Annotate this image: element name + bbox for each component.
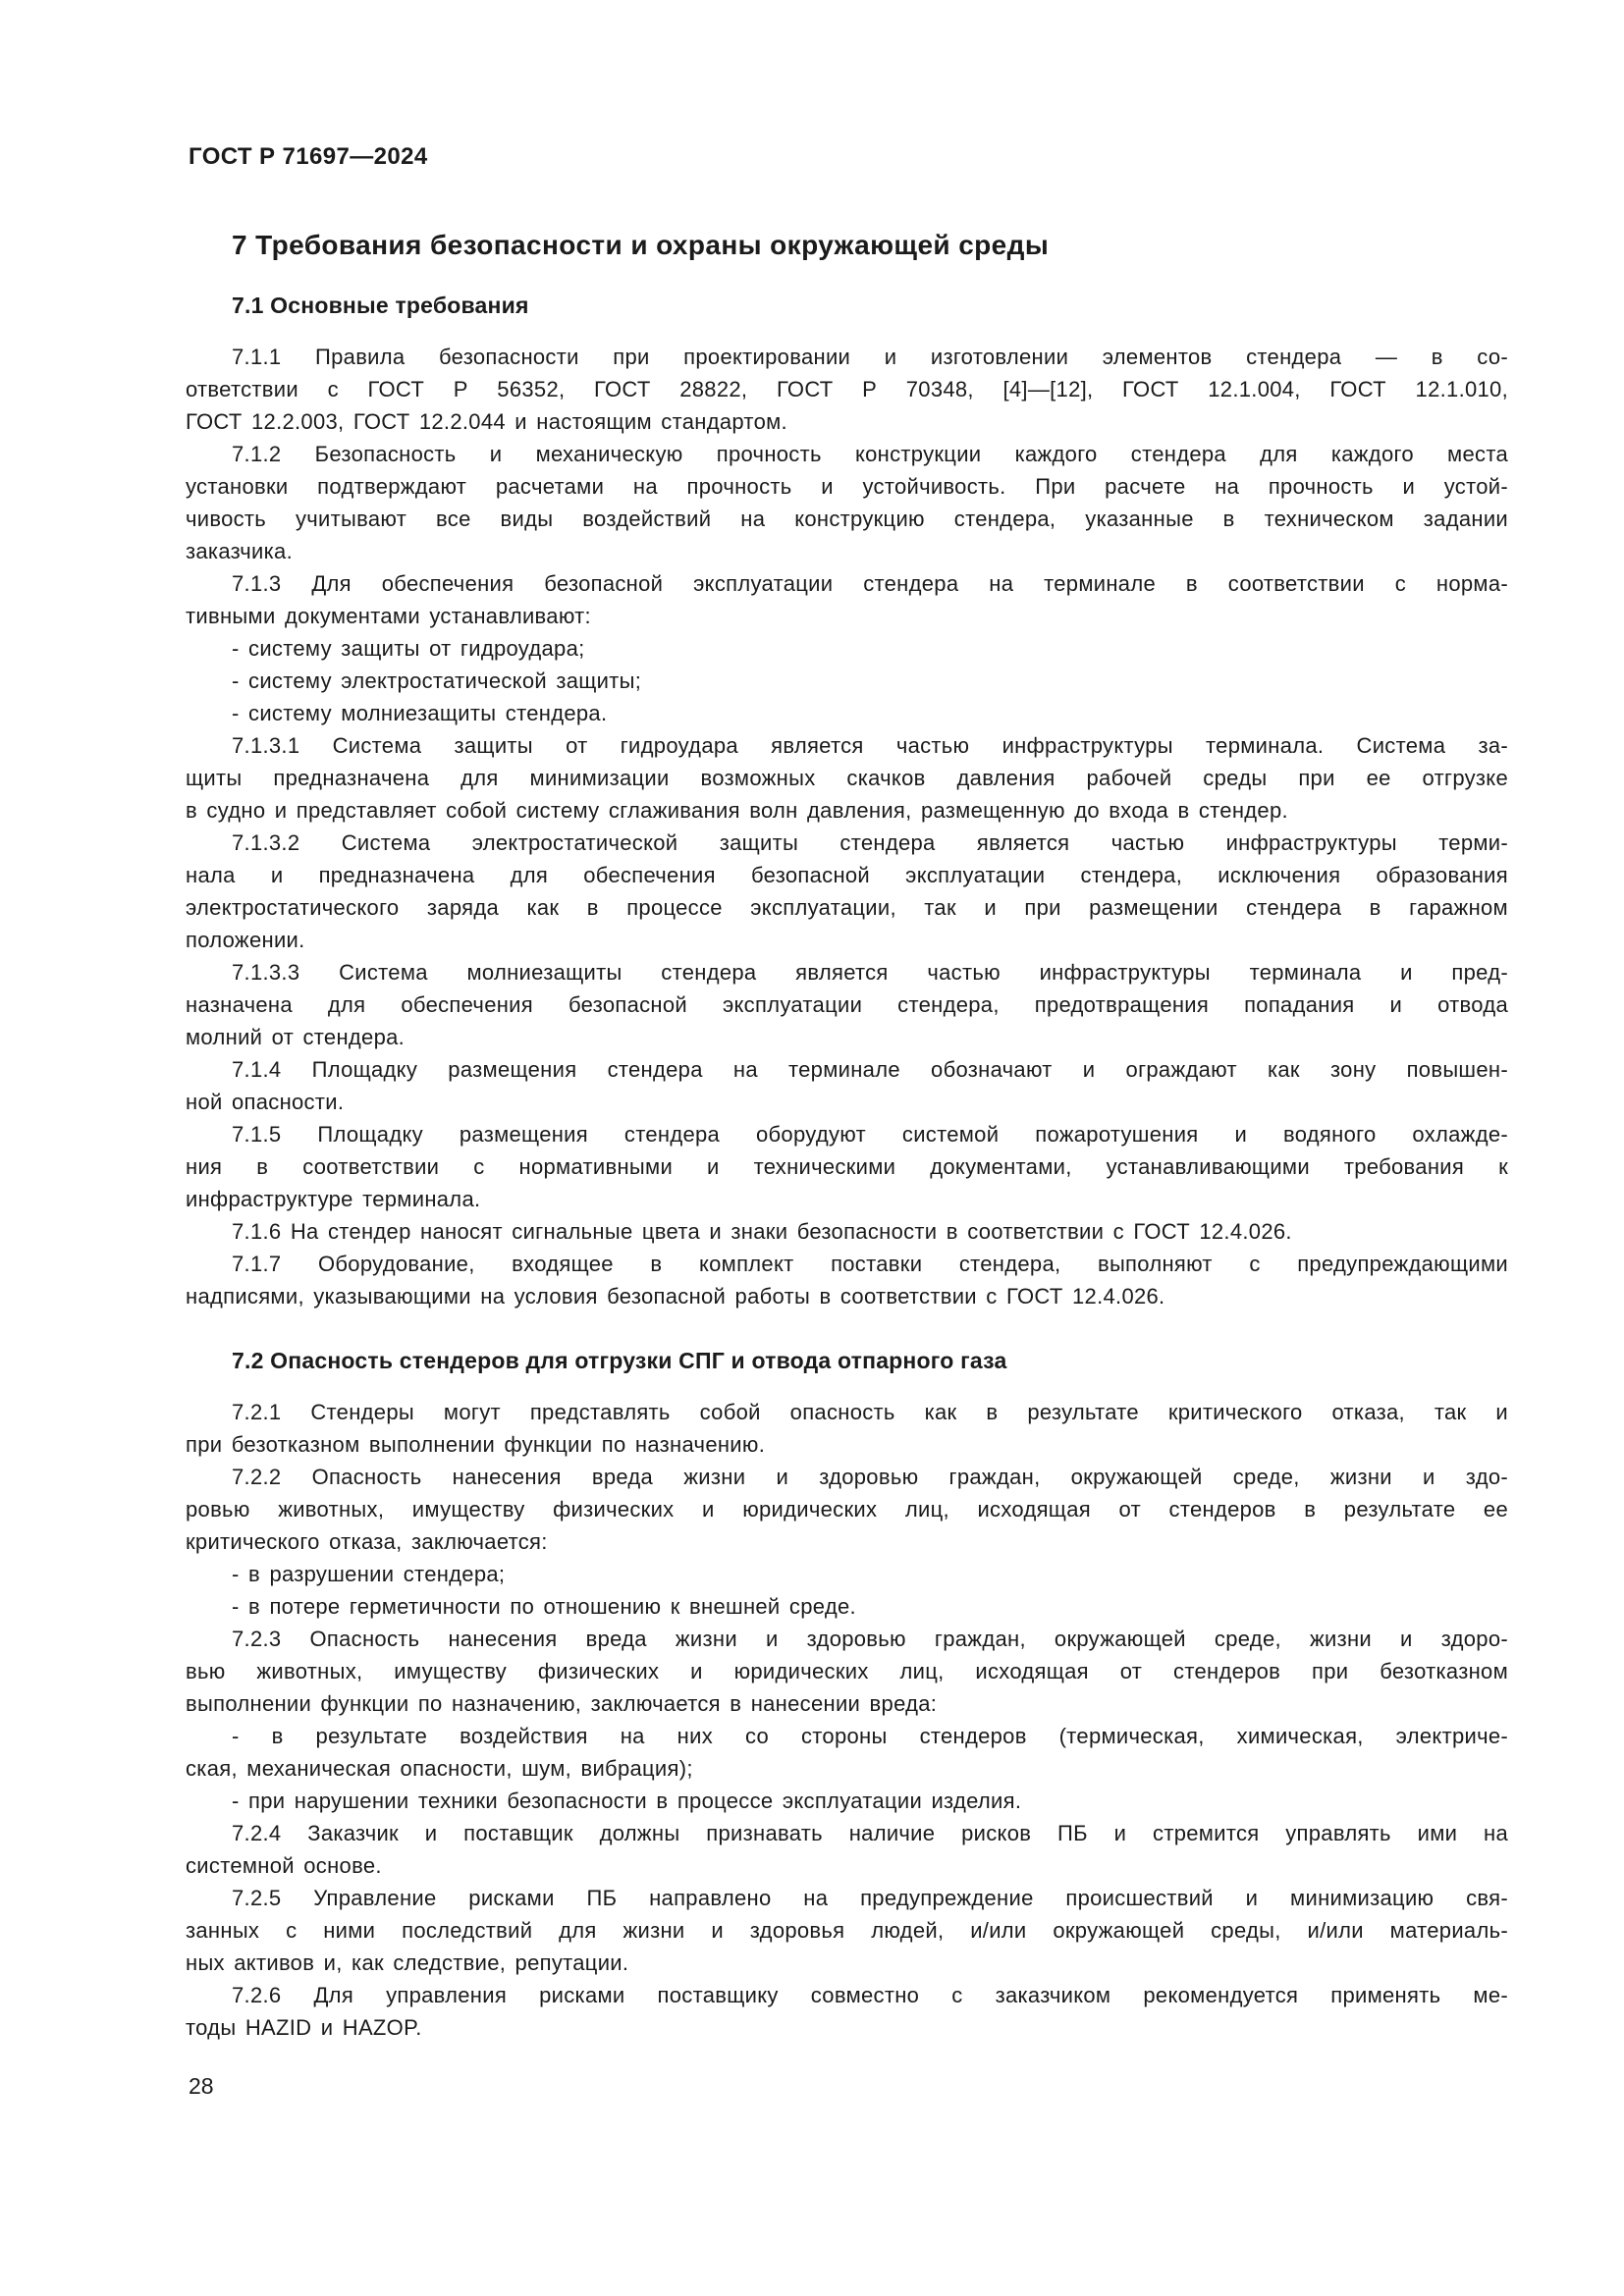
paragraph [186,1396,1508,1461]
text-line: 7.1.5 Площадку размещения стендера оборудуют системой пожаротушения и водяного охлажде- [232,1122,1508,1147]
list-item [186,665,1508,697]
list-item [186,632,1508,665]
text-line: 7.2.3 Опасность нанесения вреда жизни и здоровью граждан, окружающей среде, жизни и здоро- [232,1627,1508,1651]
text-line: 7.1.3.1 Система защиты от гидроудара является частью инфраструктуры терминала. Система за- [232,733,1508,758]
paragraph [186,438,1508,567]
paragraph [186,1979,1508,2044]
list-item [186,1590,1508,1623]
text-line: 7.1.3.3 Система молниезащиты стендера является частью инфраструктуры терминала и пред- [232,960,1508,985]
text-line: электростатического заряда как в процессе эксплуатации, так и при размещении стендера в гаражном [186,895,1508,920]
text-line: выполнении функции по назначению, заключается в нанесении вреда: [186,1691,938,1716]
paragraph [186,1215,1508,1248]
text-line: 7.1.4 Площадку размещения стендера на терминале обозначают и ограждают как зону повышен- [232,1057,1508,1082]
text-line: 7.1.3 Для обеспечения безопасной эксплуатации стендера на терминале в соответствии с норма- [232,571,1508,596]
text-line: 7.1.7 Оборудование, входящее в комплект поставки стендера, выполняют с предупреждающими [232,1252,1508,1276]
text-line: вью животных, имуществу физических и юридических лиц, исходящая от стендеров при безотказном [186,1659,1508,1683]
running-header: ГОСТ Р 71697—2024 [189,143,428,170]
text-line: системной основе. [186,1853,382,1878]
text-line: - при нарушении техники безопасности в процессе эксплуатации изделия. [232,1789,1022,1813]
text-line: ская, механическая опасности, шум, вибрация); [186,1756,693,1781]
paragraph [186,341,1508,438]
text-line: - систему защиты от гидроудара; [232,636,585,661]
paragraph [186,729,1508,827]
text-line: - в разрушении стендера; [232,1562,506,1586]
text-line: 7.1.3.2 Система электростатической защиты стендера является частью инфраструктуры терми- [232,830,1508,855]
text-line: 7.2.5 Управление рисками ПБ направлено на предупреждение происшествий и минимизацию свя- [232,1886,1508,1910]
list-item [186,697,1508,729]
paragraph [186,1248,1508,1312]
text-line: критического отказа, заключается: [186,1529,548,1554]
paragraph [186,1461,1508,1558]
text-line: щиты предназначена для минимизации возможных скачков давления рабочей среды при ее отгрузке [186,766,1508,790]
text-line: - в результате воздействия на них со стороны стендеров (термическая, химическая, электриче- [232,1724,1508,1748]
text-line: ной опасности. [186,1090,345,1114]
text-line: 7.1.2 Безопасность и механическую прочность конструкции каждого стендера для каждого места [232,442,1508,466]
text-line: - систему молниезащиты стендера. [232,701,608,725]
subsection-heading: 7.1 Основные требования [232,293,529,318]
text-line: установки подтверждают расчетами на прочность и устойчивость. При расчете на прочность и устой- [186,474,1508,499]
text-line: - систему электростатической защиты; [232,668,642,693]
text-line: инфраструктуре терминала. [186,1187,481,1211]
list-item [186,1785,1508,1817]
text-line: 7.1.1 Правила безопасности при проектировании и изготовлении элементов стендера — в со- [232,345,1508,369]
text-line: 7.2.6 Для управления рисками поставщику совместно с заказчиком рекомендуется применять ме- [232,1983,1508,2007]
paragraph [186,1053,1508,1118]
section-heading: 7 Требования безопасности и охраны окружающей среды [232,230,1050,260]
text-line: 7.1.6 На стендер наносят сигнальные цвета и знаки безопасности в соответствии с ГОСТ 12.4.026. [232,1219,1292,1244]
text-line: тоды HAZID и HAZOP. [186,2015,422,2040]
text-line: ния в соответствии с нормативными и техническими документами, устанавливающими требования к [186,1154,1508,1179]
text-line: ГОСТ 12.2.003, ГОСТ 12.2.044 и настоящим стандартом. [186,409,787,434]
page-content [186,228,1508,2044]
paragraph [186,1118,1508,1215]
text-line: - в потере герметичности по отношению к внешней среде. [232,1594,856,1619]
paragraph [186,1817,1508,1882]
paragraph [186,956,1508,1053]
text-line: при безотказном выполнении функции по назначению. [186,1432,766,1457]
list-item [186,1720,1508,1785]
text-line: молний от стендера. [186,1025,406,1049]
list-item [186,1558,1508,1590]
text-line: 7.2.2 Опасность нанесения вреда жизни и здоровью граждан, окружающей среде, жизни и здо- [232,1465,1508,1489]
text-line: занных с ними последствий для жизни и здоровья людей, и/или окружающей среды, и/или материаль- [186,1918,1508,1943]
text-line: нала и предназначена для обеспечения безопасной эксплуатации стендера, исключения образования [186,863,1508,887]
text-line: ровью животных, имуществу физических и юридических лиц, исходящая от стендеров в результате ее [186,1497,1508,1522]
text-line: 7.2.4 Заказчик и поставщик должны признавать наличие рисков ПБ и стремится управлять ими на [232,1821,1508,1845]
page-number: 28 [189,2073,214,2099]
text-line: надписями, указывающими на условия безопасной работы в соответствии с ГОСТ 12.4.026. [186,1284,1165,1308]
text-line: положении. [186,928,305,952]
text-line: ответствии с ГОСТ Р 56352, ГОСТ 28822, ГОСТ Р 70348, [4]—[12], ГОСТ 12.1.004, ГОСТ 12.1.010, [186,377,1508,401]
paragraph [186,567,1508,632]
text-line: заказчика. [186,539,293,563]
paragraph [186,827,1508,956]
text-line: в судно и представляет собой систему сглаживания волн давления, размещенную до входа в стендер. [186,798,1288,823]
paragraph [186,1623,1508,1720]
text-line: тивными документами устанавливают: [186,604,591,628]
text-line: назначена для обеспечения безопасной эксплуатации стендера, предотвращения попадания и отвода [186,992,1508,1017]
paragraph [186,1882,1508,1979]
document-blocks [186,289,1508,2044]
subsection-heading: 7.2 Опасность стендеров для отгрузки СПГ и отвода отпарного газа [232,1348,1007,1373]
text-line: 7.2.1 Стендеры могут представлять собой опасность как в результате критического отказа, так и [232,1400,1508,1424]
text-line: чивость учитывают все виды воздействий на конструкцию стендера, указанные в техническом задании [186,507,1508,531]
text-line: ных активов и, как следствие, репутации. [186,1950,629,1975]
